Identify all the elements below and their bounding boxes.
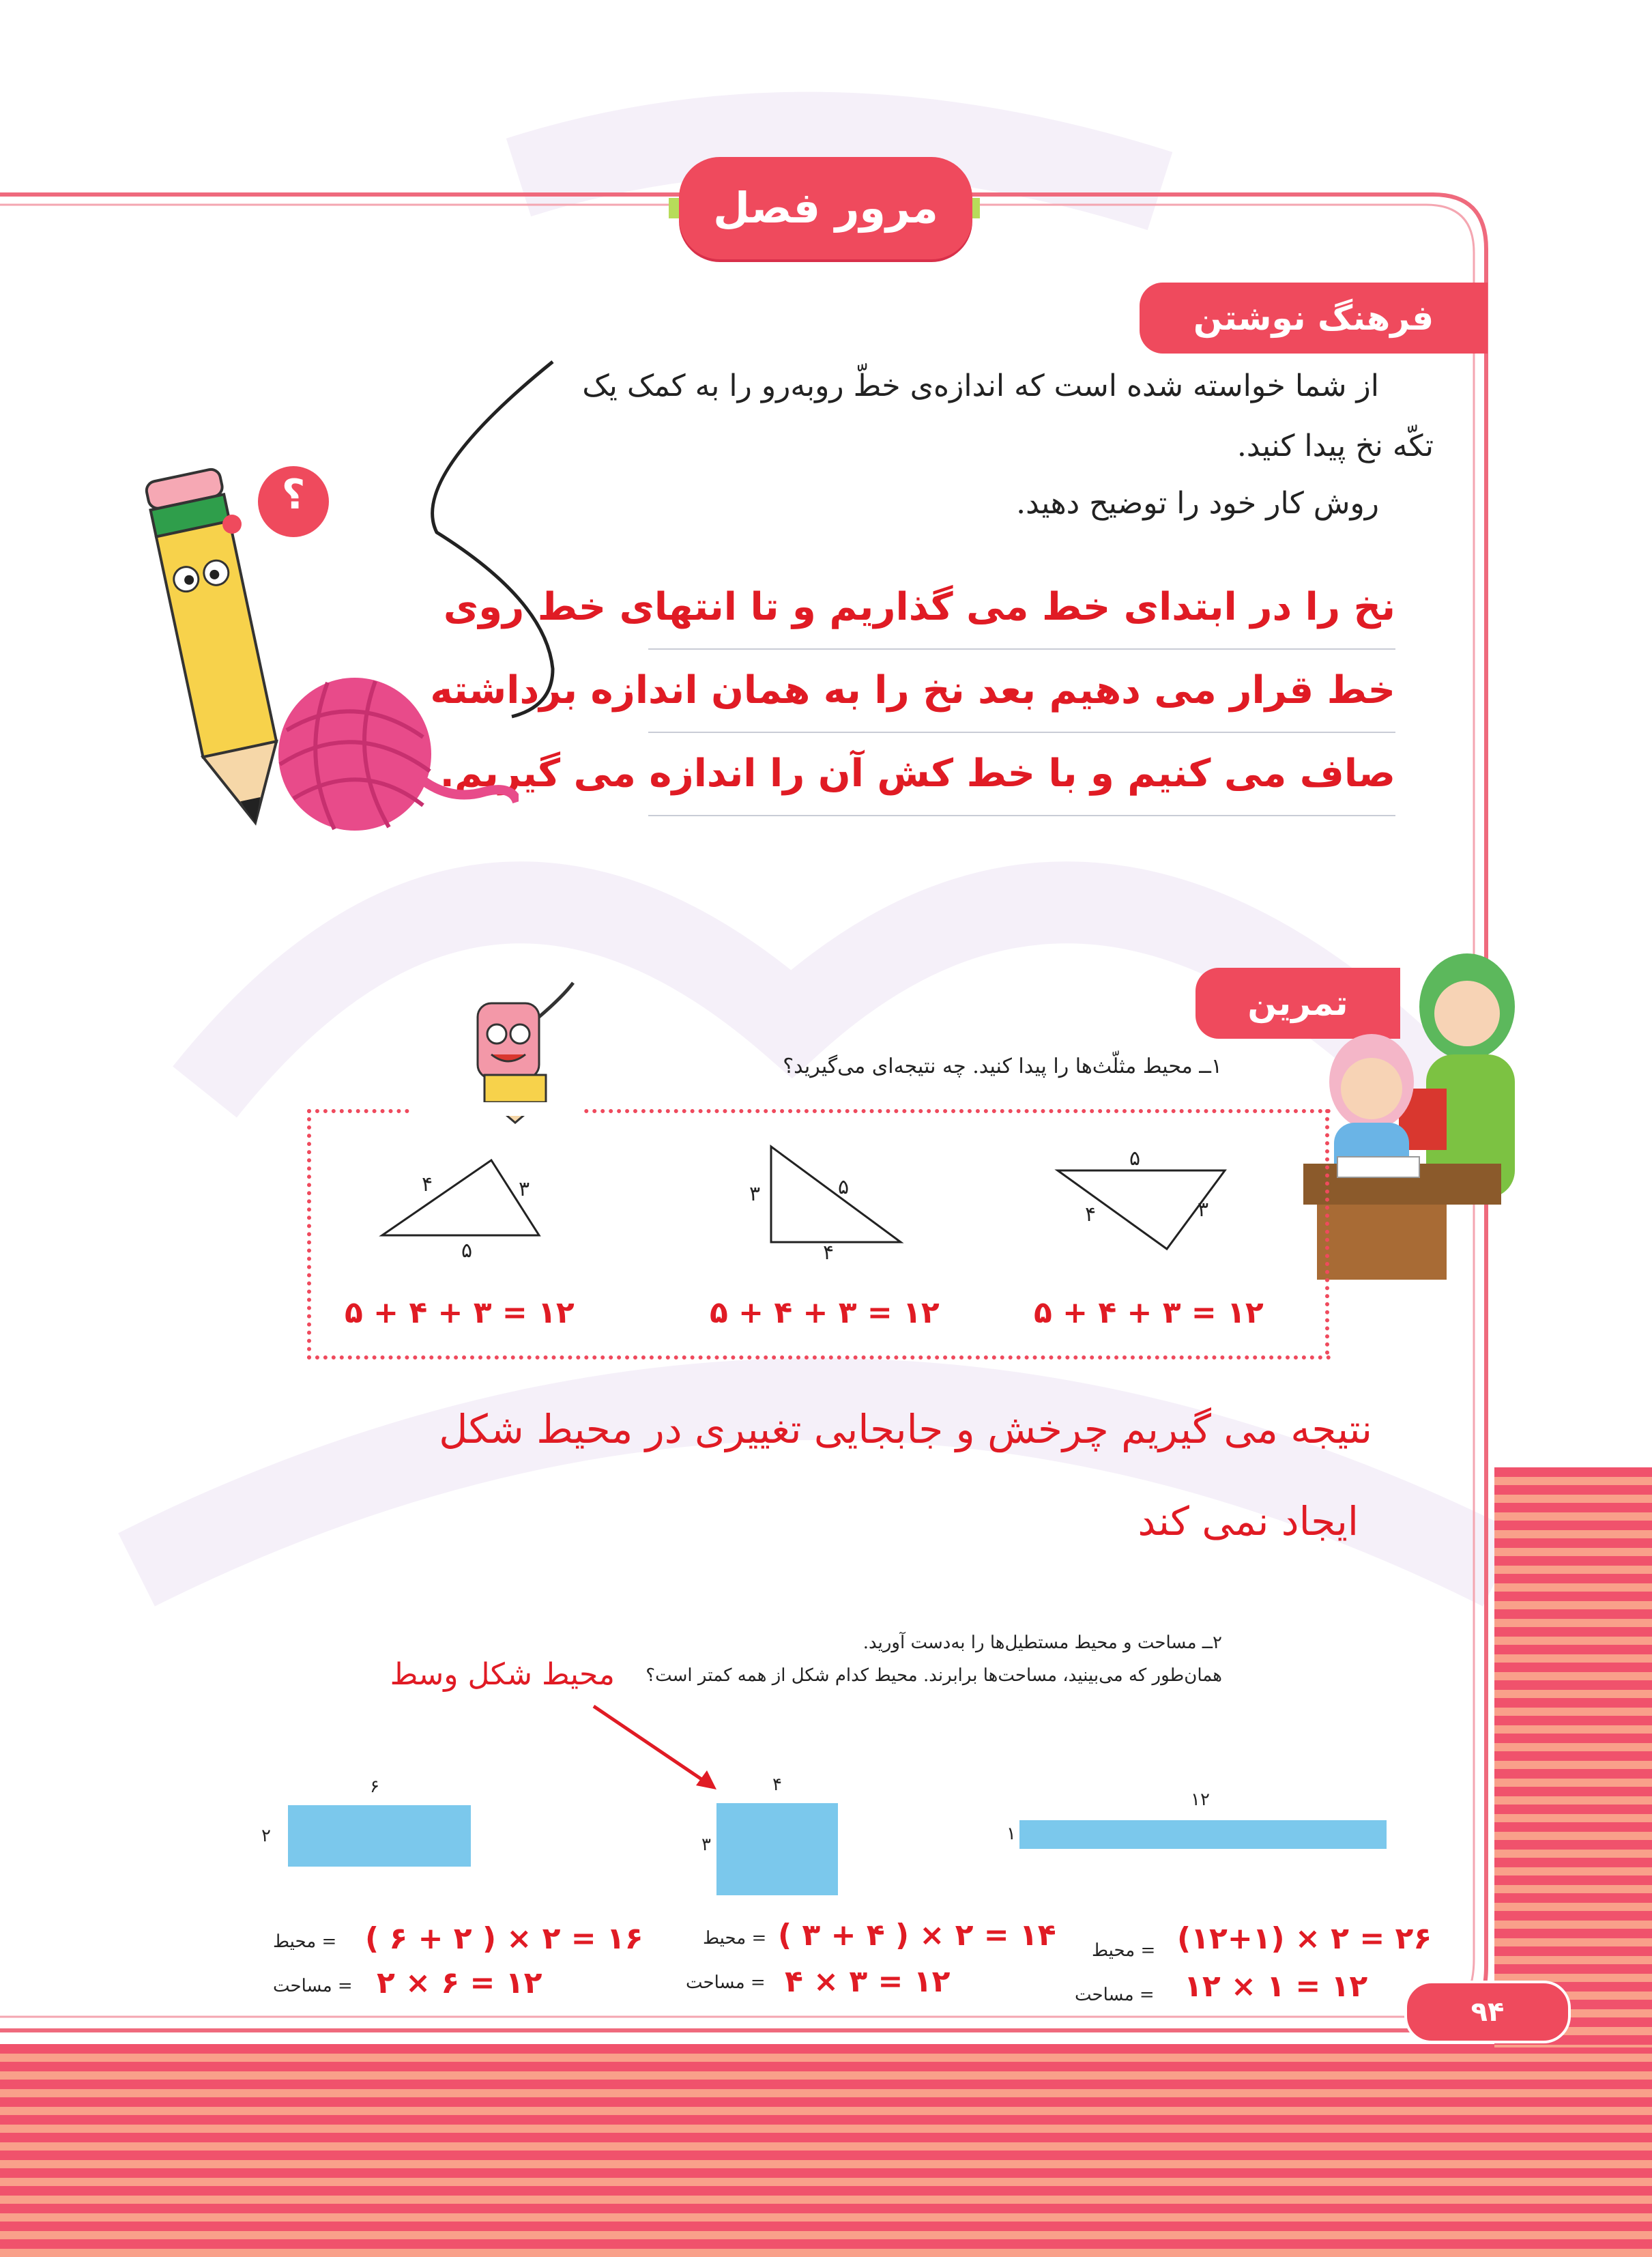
prompt-line-1: از شما خواسته شده است که اندازه‌ی خطّ روبه‌رو را به کمک یک xyxy=(582,369,1379,403)
triangle-1-side-c: ۵ xyxy=(461,1239,473,1263)
thought-bubble xyxy=(205,464,341,546)
page-title: مرور فصل xyxy=(679,157,972,259)
rect-1-area-label: = مساحت xyxy=(273,1976,353,1996)
answer-arrow xyxy=(587,1699,723,1795)
rect-1-height-label: ۲ xyxy=(261,1826,271,1846)
triangle-3-side-a: ۵ xyxy=(1129,1147,1141,1170)
rect-1-area: ۲ × ۶ = ۱۲ xyxy=(377,1966,542,2000)
rect-3-width-label: ۱۲ xyxy=(1191,1789,1210,1810)
answer-line-2: خط قرار می دهیم بعد نخ را به همان اندازه برداشته xyxy=(648,650,1395,733)
rectangle-6x2 xyxy=(288,1805,471,1867)
students-at-desk-illustration xyxy=(1296,952,1549,1280)
triangle-2-side-b: ۵ xyxy=(838,1175,850,1199)
triangle-2 xyxy=(757,1140,921,1263)
triangle-1-side-a: ۴ xyxy=(422,1173,433,1196)
rect-3-perimeter: (۱۲+۱) × ۲ = ۲۶ xyxy=(1177,1921,1432,1956)
rect-2-area-label: = مساحت xyxy=(686,1972,766,1993)
conclusion-line-1: نتیجه می گیریم چرخش و جابجایی تغییری در محیط شکل xyxy=(439,1406,1372,1452)
prompt-line-3: روش کار خود را توضیح دهید. xyxy=(1016,486,1379,521)
rect-2-area: ۴ × ۳ = ۱۲ xyxy=(785,1964,951,1999)
rect-3-height-label: ۱ xyxy=(1006,1824,1016,1844)
triangle-3-sum: ۵ + ۴ + ۳ = ۱۲ xyxy=(1034,1295,1264,1330)
triangle-2-side-a: ۳ xyxy=(749,1182,761,1206)
conclusion-line-2: ایجاد نمی کند xyxy=(1137,1498,1359,1544)
triangles-box-right xyxy=(1325,1109,1329,1355)
triangle-2-side-c: ۴ xyxy=(823,1241,835,1265)
question-mark-icon: ؟ xyxy=(281,471,306,519)
rect-1-perimeter: ( ۶ + ۲ ) × ۲ = ۱۶ xyxy=(365,1921,643,1956)
rect-2-height-label: ۳ xyxy=(701,1835,711,1855)
triangle-3 xyxy=(1051,1160,1242,1263)
answer-line-1: نخ را در ابتدای خط می گذاریم و تا انتهای خط روی xyxy=(648,566,1395,650)
triangle-3-side-c: ۳ xyxy=(1198,1198,1209,1222)
answer-line-3: صاف می کنیم و با خط کش آن را اندازه می گیریم. xyxy=(648,733,1395,816)
question-1-text: ۱ــ محیط مثلّث‌ها را پیدا کنید. چه نتیجه‌ای می‌گیرید؟ xyxy=(783,1054,1222,1078)
section-tab-writing: فرهنگ نوشتن xyxy=(1140,283,1488,354)
rect-1-width-label: ۶ xyxy=(370,1777,379,1797)
question-2-answer: محیط شکل وسط xyxy=(390,1657,615,1692)
triangle-2-sum: ۵ + ۴ + ۳ = ۱۲ xyxy=(710,1295,940,1330)
section-tab-exercise: تمرین xyxy=(1195,968,1400,1039)
page-number: ۹۴ xyxy=(1404,1981,1571,2043)
rect-1-perimeter-label: = محیط xyxy=(273,1931,337,1952)
rect-2-perimeter: ( ۳ + ۴ ) × ۲ = ۱۴ xyxy=(778,1918,1056,1953)
curved-line xyxy=(396,355,600,723)
box-gap xyxy=(413,1102,583,1116)
rect-2-perimeter-label: = محیط xyxy=(703,1928,767,1949)
rect-3-area: ۱۲ × ۱ = ۱۲ xyxy=(1184,1969,1368,2004)
triangle-1-side-b: ۳ xyxy=(519,1177,530,1201)
question-2-line-2: همان‌طور که می‌بینید، مساحت‌ها برابرند. محیط کدام شکل از همه کمتر است؟ xyxy=(646,1665,1222,1686)
rect-2-width-label: ۴ xyxy=(772,1774,782,1795)
rectangle-4x3 xyxy=(716,1803,838,1895)
triangle-1-sum: ۵ + ۴ + ۳ = ۱۲ xyxy=(345,1295,575,1330)
rect-3-perimeter-label: = محیط xyxy=(1092,1940,1156,1961)
answer-block xyxy=(430,566,1395,816)
rectangle-12x1 xyxy=(1019,1820,1387,1849)
triangle-3-side-b: ۴ xyxy=(1085,1203,1097,1226)
rect-3-area-label: = مساحت xyxy=(1075,1985,1155,2005)
question-2-line-1: ۲ــ مساحت و محیط مستطیل‌ها را به‌دست آورید. xyxy=(863,1633,1222,1653)
prompt-line-2: تکّه نخ پیدا کنید. xyxy=(1236,429,1434,463)
